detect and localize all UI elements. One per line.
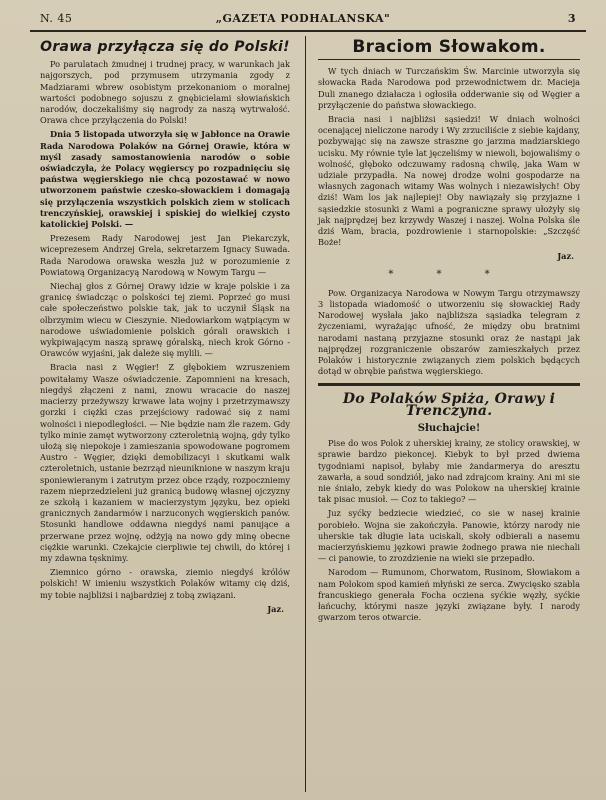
article-paragraph: Dnia 5 listopada utworzyła się w Jabłonce na Orawie Rada Narodowa Polaków na Górnej Orawie, która w myśl zasady samostanowienia narodów o sobie oświadczyła, że Polacy węgierscy po rozpadnięciu się państwa węgierskiego nie chcą pozostawać w nowo utworzonem państwie czesko-słowackiem i domagają się przyłączenia wszystkich polskich ziem w stolicach trenczyńskiej, orawskiej i spiskiej do wielkiej czysto katolickiej Polski. — — [40, 129, 290, 230]
article-paragraph: Ziemnico górno - orawska, ziemio niegdyś królów polskich! W imieniu wszystkich Polaków witamy cię dziś, my tobie najbliżsi i najbardziej z tobą związani. — [40, 567, 290, 600]
right-column — [318, 38, 580, 790]
article-paragraph: W tych dniach w Turczańskim Św. Marcinie utworzyła się słowacka Rada Narodowa pod przewodnictwem dr. Macieja Duli znanego działacza i ogłosiła odderwanie się od Węgier a przyłączenie do państwa słowackiego. — [318, 66, 580, 110]
article-title-orawa: Orawa przyłącza się do Polski! — [40, 39, 290, 55]
page-number: 3 — [567, 12, 576, 25]
article-signature: Jaz. — [267, 603, 284, 614]
article-paragraph: Po parulatach żmudnej i trudnej pracy, w warunkach jak najgorszych, pod przymusem utrzymania zgody z Madziarami wbrew osobistym przekonaniom o moralnej wartości podobnego sojuszu z gnębicielami słowiańskich narodów, doczekaliśmy się nagrody za naszą wytrwałość. Orawa chce przyłączenia do Polski! — [40, 59, 290, 126]
column-divider — [305, 36, 306, 792]
issue-number: N. 45 — [40, 12, 73, 25]
section-separator: * * * — [388, 268, 510, 280]
article-paragraph: Niechaj głos z Górnej Orawy idzie w kraje polskie i za granicę świadcząc o polskości tej ziemi. Poprzeć go musi całe społeczeństwo polskie tak, jak to uczynił Śląsk na olbrzymim wiecu w Cieszynie. Niedowiarkom wątpiącym w narodowe uświadomienie polskich górali orawskich i wykpiwającym naszą sprawę góralską, niech krok Górno - Orawców wyjaśni, jak dależe się mylili. — — [40, 281, 290, 359]
article-title-spisz: Do Polaków Spiża, Orawy i Trenczyna. — [342, 391, 556, 419]
article-title-slowacy: Braciom Słowakom. — [352, 37, 546, 57]
article-paragraph: Juz syćky bedziecie wiedzieć, co sie w nasej krainie porobieło. Wojna sie zakończyła. Panowie, którzy narody nie uherskie tak długie lata uciskali, skoły odbierali a nasemu macierzyńskiemu jęzkowi prawie żodnego prawa nie niechali — ci panowie, to zrozdzienie na wieki sie przepadło. — [318, 508, 580, 564]
article-paragraph: Prezesem Rady Narodowej jest Jan Piekarczyk, wiceprezesem Andrzej Grela, sekretarzem Ignacy Suwada. Rada Narodowa orawska weszła już w porozumienie z Powiatową Organizacyą Narodową w Nowym Targu — — [40, 233, 290, 277]
title-rule — [318, 59, 580, 60]
left-column — [40, 38, 290, 790]
article-paragraph: Pise do wos Polok z uherskiej krainy, ze stolicy orawskiej, w sprawie bardzo piekoncej. Kiebyk to był przed dwiema tygodniami napisoł, byłaby mie żandarmerya do aresztu zawarła, a soud sondziół, jako nad zdrajcom krainy. Ani mi sie nie śniało, zebyk kiedy do was Polokow na uherskiej krainie tak pisac musioł. — Coz to takiego? — — [318, 438, 580, 505]
header-rule — [30, 30, 586, 32]
section-rule — [318, 383, 580, 386]
article-paragraph: Pow. Organizacya Narodowa w Nowym Targu otrzymawszy 3 listopada wiadomość o utworzeniu się słowackiej Rady Narodowej wysłała jako najbliższa sąsiadka telegram z życzeniami, wyrażając ufność, że między obu bratnimi narodami nastaną przyjazne stosunki oraz że nastąpi jak najprędzej rozgraniczenie obszarów zamieszkałych przez Polaków i historycznie związanych ziem polskich będących dotąd w obrębie państwa węgierskiego. — [318, 287, 580, 377]
article-paragraph: Narodom — Rumunom, Chorwatom, Rusinom, Słowiakom a nam Polokom spod kamień młyński ze serca. Zwycięsko szabla francuskiego generała Focha ocziena syćkie węzły, syćkie łańcuchy, którymi nasze języki związane były. I narody gwarzom teros otwarcie. — [318, 567, 580, 623]
article-signature: Jaz. — [557, 251, 574, 262]
article-subtitle: Słuchajcie! — [417, 422, 481, 434]
publication-title: „GAZETA PODHALANSKA" — [215, 12, 391, 25]
article-paragraph: Bracia nasi i najbliżsi sąsiedzi! W dniach wolności ocenającej nieliczone narody i Wy zrzuciliście z siebie kajdany, pozbywając się na zawsze straszne go jarzma madziarskiego ucisku. My równie tyle lat jęczeliśmy w niewoli, bojowaliśmy o wolność, głęboko odczuwamy radosną chwilę, jaka Wam w udziale przypadła. Na nowej drodze wolni gospodarze na własnych zagonach witamy Was wolnych i niezawisłych! Oby dziś! Wam los jak najlepiej! Oby nawiązały się przyjazne i sąsiedzkie stosunki z Wami a pograniczne sprawy ułożyły się jak najprędzej bez krzywdy Waszej i naszej. Wolna Polska śle dziś Wam, bracia, pozdrowienie i starnopolskie: „Szczęść Boże! — [318, 114, 580, 248]
article-paragraph: Bracia nasi z Węgier! Z głębokiem wzruszeniem powitałamy Wasze oświadczenie. Zapomnieni na kresach, niegdyś złączeni z nami, znowu wracacie do naszej macierzy przeżywszy krwawe lata wojny i przetrzymawszy gorzki i ciężki czas przejściowy radować się z nami wolności i niepodległości. — Nie będzie nam źle razem. Gdy tylko minie zamęt wytworzony czteroletnią wojną, gdy tylko ułożą się niepokoje i zamieszania spowodowane pogromem Austro - Węgier, dzięki demobilizacyi i skutkami walk czteroletnich, ustanie bezrząd nieuniknione w naszym kraju sponiewieranym i zatrutym przez obce rządy, rozpoczniemy razem nieprzedzieleni już granicą budowę własnej ojczyzny ze szkołą i kazaniem w macierzystym języku, bez opieki granicznych żandarmów i narzuconych węgierskich panów. Stosunki handlowe oddawna niegdyś nami panujące a przerwane przez wojnę, odżyją na nowo gdy minę obecne ciężkie warunki. Czekajcie cierpliwie tej chwili, do której i my zdawna tęsknimy. — [40, 362, 290, 563]
